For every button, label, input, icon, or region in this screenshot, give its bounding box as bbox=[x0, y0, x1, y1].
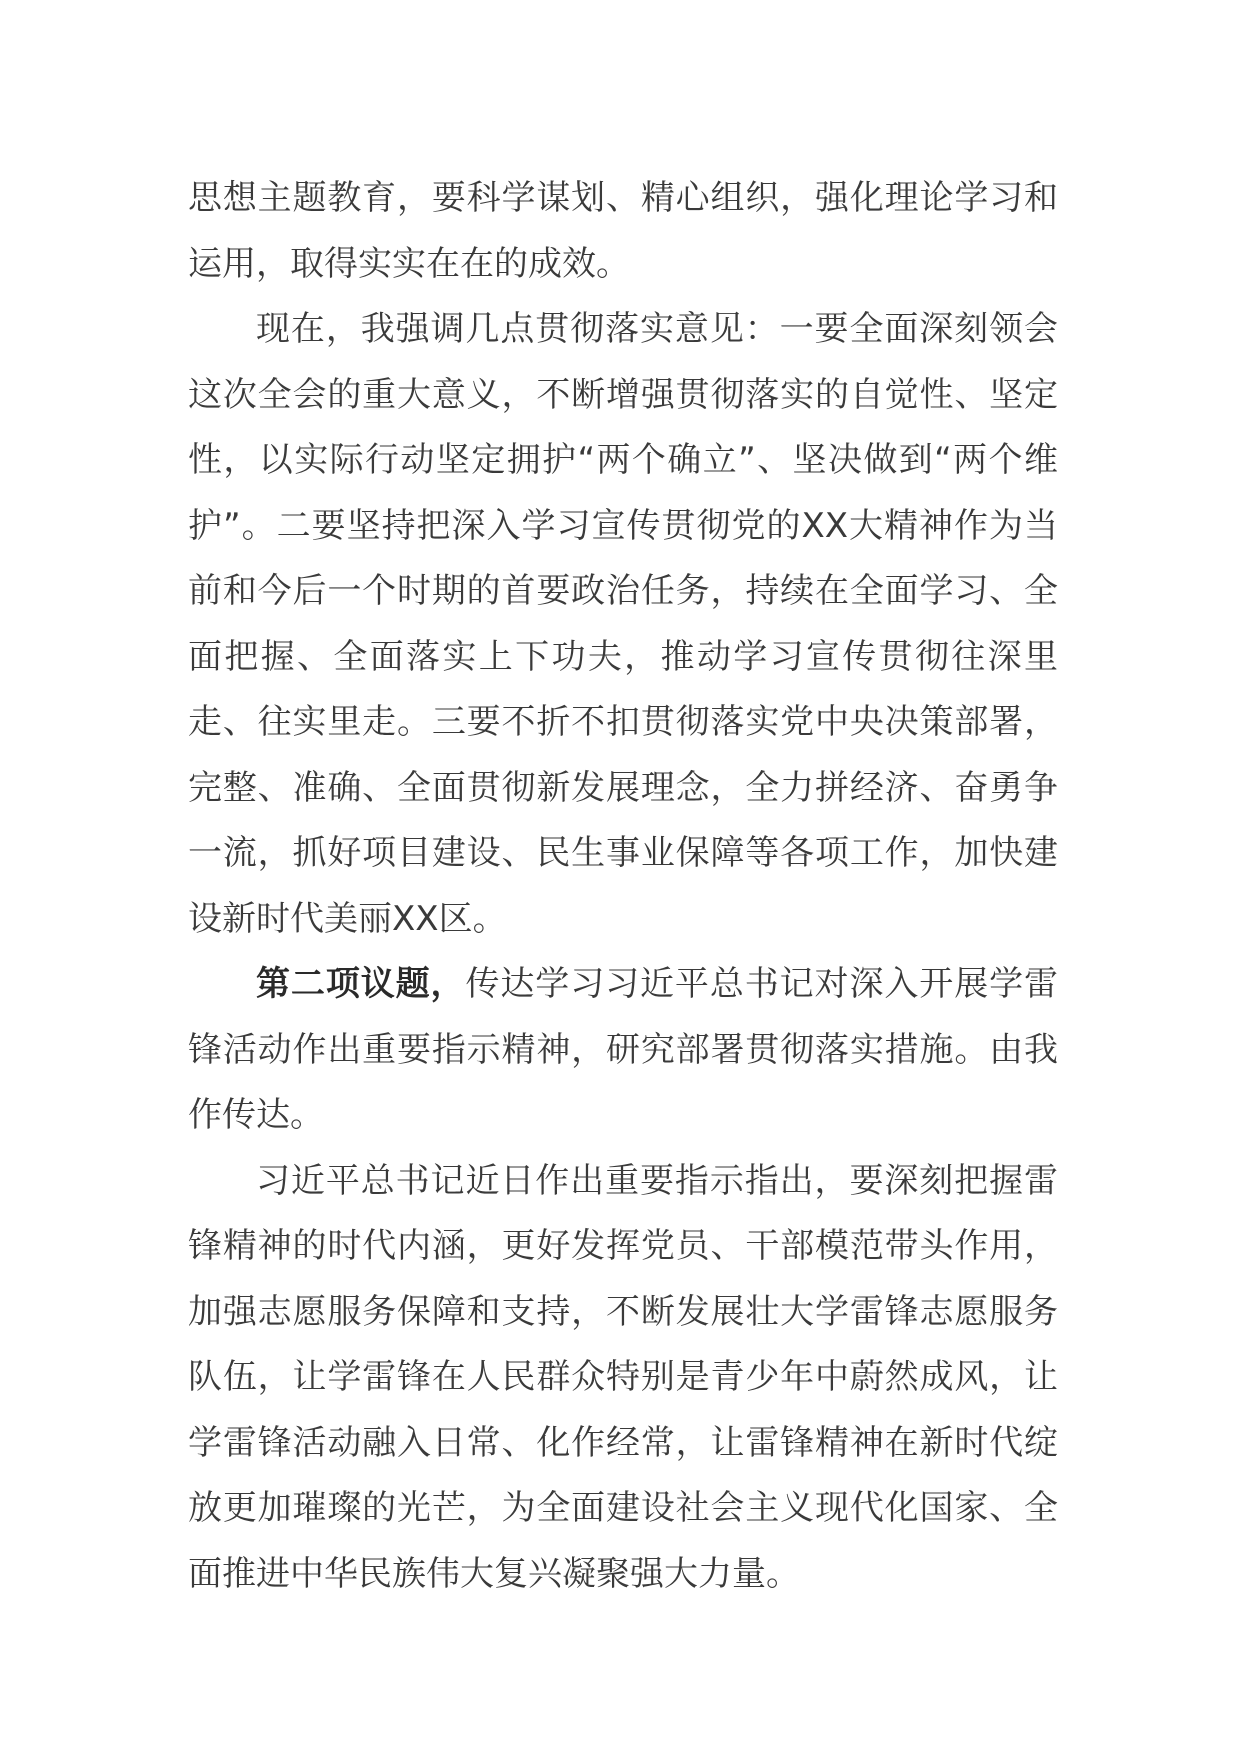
paragraph-3-text: 传达学习习近平总书记对深入开展学雷锋活动作出重要指示精神，研究部署贯彻落实措施。由我作传达。 bbox=[188, 964, 1059, 1135]
paragraph-2 bbox=[188, 297, 1058, 952]
agenda-item-heading: 第二项议题， bbox=[256, 964, 466, 1004]
document-body bbox=[188, 166, 1058, 1607]
paragraph-4 bbox=[188, 1149, 1058, 1608]
paragraph-2-text: 现在，我强调几点贯彻落实意见：一要全面深刻领会这次全会的重大意义，不断增强贯彻落实的自觉性、坚定性，以实际行动坚定拥护“两个确立”、坚决做到“两个维护”。二要坚持把深入学习宣传贯彻党的XX大精神作为当前和今后一个时期的首要政治任务，持续在全面学习、全面把握、全面落实上下功夫，推动学习宣传贯彻往深里走、往实里走。三要不折不扣贯彻落实党中央决策部署，完整、准确、全面贯彻新发展理念，全力拼经济、奋勇争一流，抓好项目建设、民生事业保障等各项工作，加快建设新时代美丽XX区。 bbox=[188, 309, 1058, 939]
paragraph-4-text: 习近平总书记近日作出重要指示指出，要深刻把握雷锋精神的时代内涵，更好发挥党员、干部模范带头作用，加强志愿服务保障和支持，不断发展壮大学雷锋志愿服务队伍，让学雷锋在人民群众特别是青少年中蔚然成风，让学雷锋活动融入日常、化作经常，让雷锋精神在新时代绽放更加璀璨的光芒，为全面建设社会主义现代化国家、全面推进中华民族伟大复兴凝聚强大力量。 bbox=[188, 1160, 1058, 1594]
paragraph-1-text: 思想主题教育，要科学谋划、精心组织，强化理论学习和运用，取得实实在在的成效。 bbox=[188, 178, 1058, 284]
paragraph-3 bbox=[188, 952, 1058, 1149]
paragraph-1 bbox=[188, 166, 1058, 297]
